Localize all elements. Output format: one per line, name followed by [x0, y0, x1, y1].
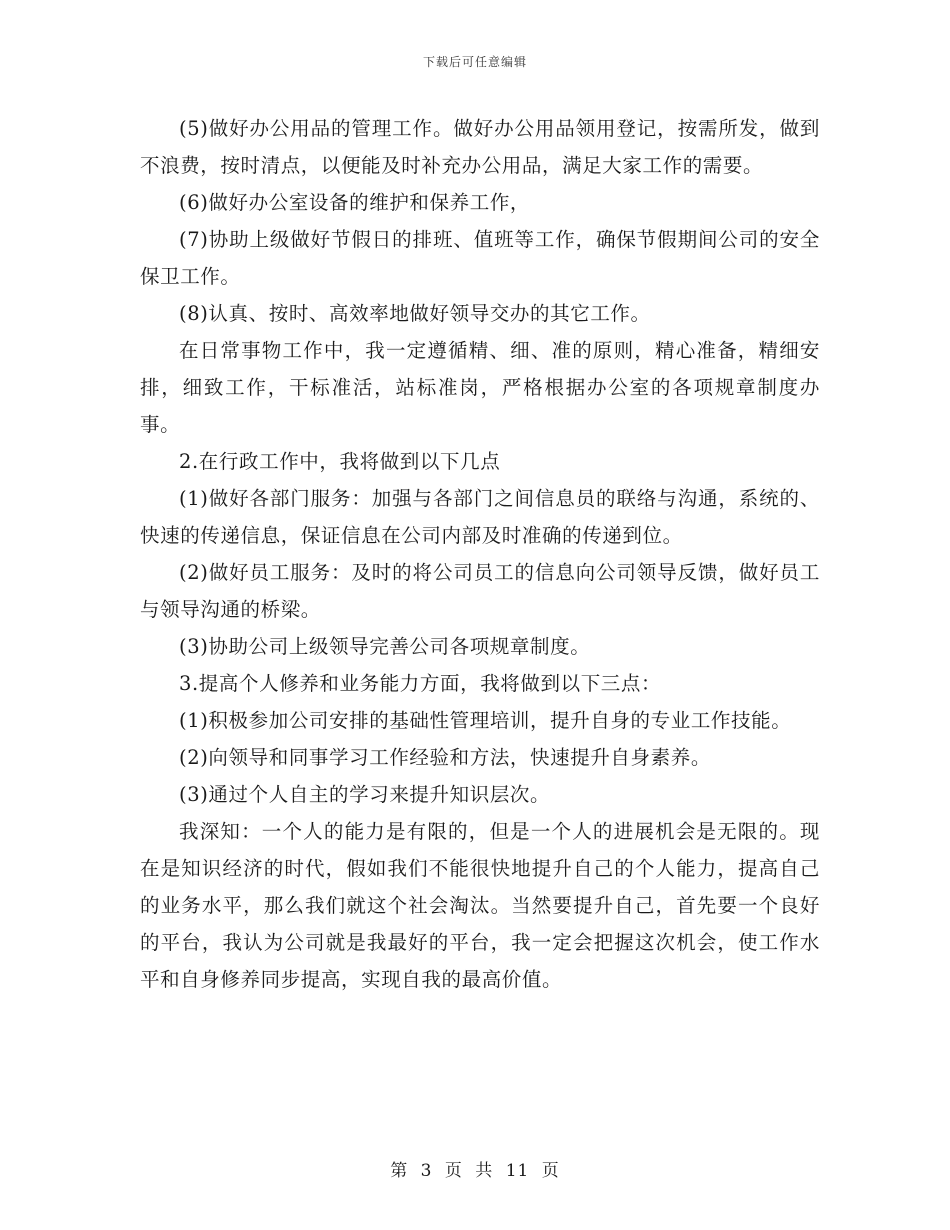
paragraph: (1)做好各部门服务：加强与各部门之间信息员的联络与沟通，系统的、快速的传递信息，保证信息在公司内部及时准确的传递到位。 — [140, 487, 820, 547]
paragraph: 我深知：一个人的能力是有限的，但是一个人的进展机会是无限的。现在是知识经济的时代，假如我们不能很快地提升自己的个人能力，提高自己的业务水平，那么我们就这个社会淘汰。当然要提升自己，首先要一个良好的平台，我认为公司就是我最好的平台，我一定会把握这次机会，使工作水平和自身修养同步提高，实现自我的最高价值。 — [140, 820, 820, 991]
section-heading: 3.提高个人修养和业务能力方面，我将做到以下三点： — [179, 672, 662, 695]
paragraph: (1)积极参加公司安排的基础性管理培训，提升自身的专业工作技能。 — [179, 709, 792, 732]
paragraph: (2)做好员工服务：及时的将公司员工的信息向公司领导反馈，做好员工与领导沟通的桥梁。 — [140, 561, 820, 621]
paragraph: 在日常事物工作中，我一定遵循精、细、准的原则，精心准备，精细安排，细致工作，干标准活，站标准岗，严格根据办公室的各项规章制度办事。 — [140, 339, 820, 436]
paragraph: (3)通过个人自主的学习来提升知识层次。 — [179, 783, 551, 806]
page-header: 下载后可任意编辑 — [422, 55, 527, 69]
paragraph: (5)做好办公用品的管理工作。做好办公用品领用登记，按需所发，做到不浪费，按时清点，以便能及时补充办公用品，满足大家工作的需要。 — [140, 117, 820, 177]
paragraph: (7)协助上级做好节假日的排班、值班等工作，确保节假期间公司的安全保卫工作。 — [140, 228, 820, 288]
paragraph: (8)认真、按时、高效率地做好领导交办的其它工作。 — [179, 302, 651, 325]
paragraph: (3)协助公司上级领导完善公司各项规章制度。 — [179, 635, 591, 658]
paragraph: (2)向领导和同事学习工作经验和方法，快速提升自身素养。 — [179, 746, 711, 769]
section-heading: 2.在行政工作中，我将做到以下几点 — [179, 450, 501, 473]
paragraph: (6)做好办公室设备的维护和保养工作， — [179, 191, 531, 214]
page-number: 第 3 页 共 11 页 — [390, 1161, 560, 1181]
document-body — [140, 110, 820, 998]
